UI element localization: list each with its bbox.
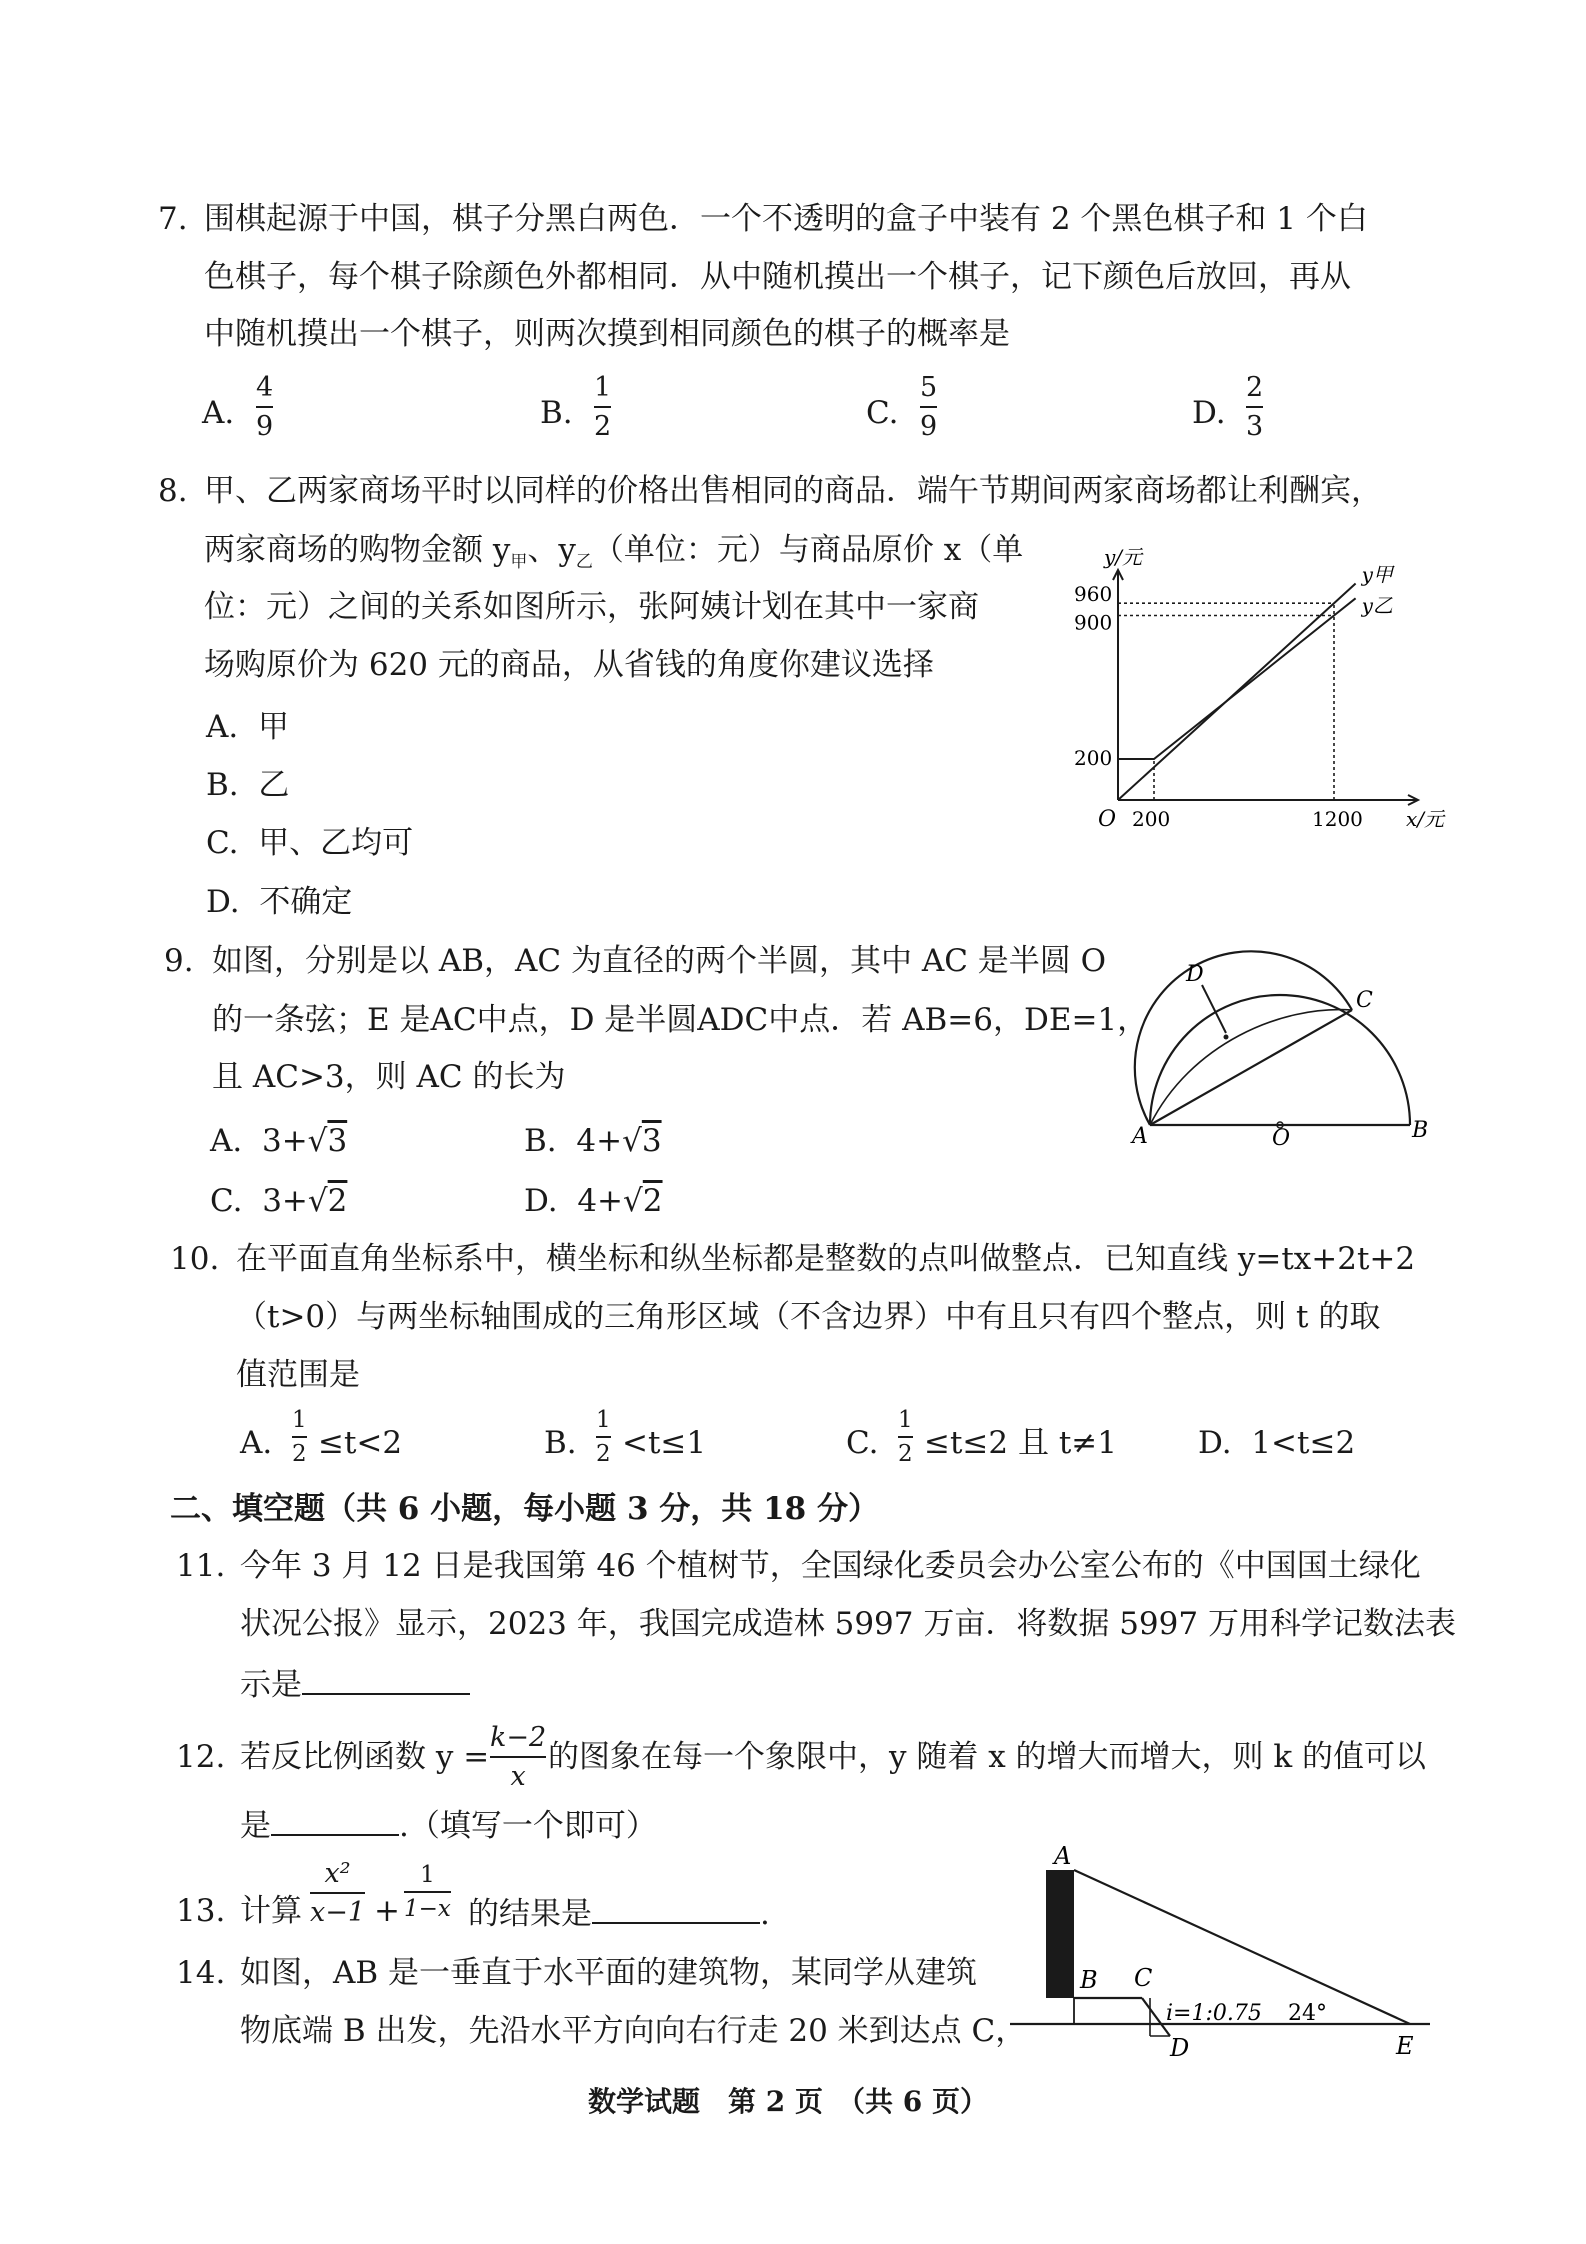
series-label-jia: y甲 — [1361, 562, 1393, 587]
label-b: B — [1080, 1966, 1098, 1994]
q11-line2: 状况公报》显示，2023 年，我国完成造林 5997 万亩．将数据 5997 万用科学记数法表 — [240, 1606, 1456, 1642]
q9-line3: 且 AC>3，则 AC 的长为 — [212, 1059, 566, 1095]
q10-option-c-label: C. — [846, 1425, 879, 1461]
q10-line1: 在平面直角坐标系中，横坐标和纵坐标都是整数的点叫做整点．已知直线 y=tx+2t+2 — [236, 1241, 1416, 1277]
q7-option-a-label: A. — [202, 395, 235, 431]
label-c: C — [1134, 1964, 1153, 1992]
label-a: A — [1054, 1842, 1072, 1870]
point-e — [1224, 1035, 1229, 1040]
q12-fraction: k−2 x — [490, 1722, 547, 1793]
q13-fraction-1: x² x−1 — [310, 1858, 366, 1929]
q7-number: 7. — [158, 201, 188, 237]
q9-line2: 的一条弦；E 是AC中点，D 是半圆ADC中点．若 AB=6，DE=1， — [212, 1002, 1149, 1038]
q13-pre: 计算 — [240, 1893, 302, 1929]
building-ab — [1046, 1870, 1074, 1998]
q7-option-c-fraction: 5 9 — [920, 372, 938, 443]
q12-pre: 若反比例函数 y = — [240, 1739, 490, 1775]
y-tick-960: 960 — [1074, 582, 1113, 607]
q7-line3: 中随机摸出一个棋子，则两次摸到相同颜色的棋子的概率是 — [204, 316, 1010, 352]
q10-option-d: D. 1<t≤2 — [1198, 1425, 1356, 1461]
label-d: D — [1170, 2034, 1190, 2062]
y-tick-900: 900 — [1074, 610, 1113, 635]
q10-number: 10. — [170, 1241, 220, 1277]
label-o: O — [1272, 1126, 1291, 1151]
q11-number: 11. — [176, 1548, 226, 1584]
q8-line-chart — [1060, 545, 1445, 840]
q9-semicircle-figure — [1130, 945, 1430, 1151]
q7-option-b-fraction: 1 2 — [594, 372, 612, 443]
q8-option-c: C. 甲、乙均可 — [206, 825, 414, 861]
q11-line3: 示是 — [240, 1667, 470, 1701]
q9-option-c: C. 3+√2 — [210, 1183, 348, 1219]
q10-option-a-fraction: 1 2 — [292, 1407, 307, 1468]
q13-post: 的结果是 . — [468, 1896, 770, 1932]
q9-option-b: B. 4+√3 — [524, 1123, 662, 1159]
series-line-yi — [1118, 598, 1356, 759]
q7-option-d-fraction: 2 3 — [1246, 372, 1264, 443]
label-a: A — [1132, 1124, 1148, 1149]
q7-option-c-label: C. — [866, 395, 899, 431]
q8-option-d: D. 不确定 — [206, 884, 353, 920]
q14-line1: 如图，AB 是一垂直于水平面的建筑物，某同学从建筑 — [240, 1955, 978, 1991]
q14-number: 14. — [176, 1955, 226, 1991]
q7-line1: 围棋起源于中国，棋子分黑白两色．一个不透明的盒子中装有 2 个黑色棋子和 1 个白 — [204, 201, 1368, 237]
q7-option-d-label: D. — [1192, 395, 1226, 431]
x-tick-200: 200 — [1132, 807, 1171, 831]
q8-line3: 位：元）之间的关系如图所示，张阿姨计划在其中一家商 — [204, 589, 979, 625]
q10-option-b-rest: <t≤1 — [622, 1425, 707, 1461]
origin-label: O — [1098, 807, 1117, 832]
q10-option-c-fraction: 1 2 — [898, 1407, 913, 1468]
label-angle: 24° — [1288, 2001, 1327, 2026]
series-label-yi: y乙 — [1361, 593, 1393, 618]
q9-option-a: A. 3+√3 — [210, 1123, 348, 1159]
q9-number: 9. — [164, 943, 194, 979]
semicircle-adc — [1135, 951, 1352, 1125]
chart-lines — [1118, 584, 1356, 801]
y-tick-200: 200 — [1074, 746, 1113, 770]
q8-line4: 场购原价为 620 元的商品，从省钱的角度你建议选择 — [204, 647, 934, 683]
q10-option-a-label: A. — [240, 1425, 273, 1461]
label-c: C — [1356, 988, 1373, 1013]
q9-option-d: D. 4+√2 — [524, 1183, 663, 1219]
chord-ac — [1150, 1010, 1352, 1125]
q11-line1: 今年 3 月 12 日是我国第 46 个植树节，全国绿化委员会办公室公布的《中国国土绿化 — [240, 1548, 1421, 1584]
label-d: D — [1186, 962, 1204, 987]
q7-option-b-label: B. — [540, 395, 573, 431]
q14-line2: 物底端 B 出发，先沿水平方向向右行走 20 米到达点 C， — [240, 2013, 1027, 2049]
q8-number: 8. — [158, 473, 188, 509]
q12-number: 12. — [176, 1739, 226, 1775]
x-axis-label: x/元 — [1406, 807, 1445, 831]
section-2-heading: 二、填空题（共 6 小题，每小题 3 分，共 18 分） — [170, 1491, 880, 1527]
q10-option-a-rest: ≤t<2 — [318, 1425, 403, 1461]
q10-line2: （t>0）与两坐标轴围成的三角形区域（不含边界）中有且只有四个整点，则 t 的取 — [236, 1299, 1381, 1335]
q10-line3: 值范围是 — [236, 1357, 360, 1393]
q13-plus: + — [374, 1893, 400, 1929]
q13-number: 13. — [176, 1893, 226, 1929]
x-tick-1200: 1200 — [1312, 807, 1363, 831]
y-axis-label: y/元 — [1104, 545, 1143, 569]
q8-line1: 甲、乙两家商场平时以同样的价格出售相同的商品．端午节期间两家商场都让利酬宾， — [204, 473, 1382, 509]
q12-line2: 是 .（填写一个即可） — [240, 1808, 657, 1844]
q10-option-c-rest: ≤t≤2 且 t≠1 — [924, 1425, 1117, 1461]
q12-answer-blank[interactable] — [271, 1808, 399, 1836]
q7-option-a-fraction: 4 9 — [256, 372, 274, 443]
label-b: B — [1412, 1118, 1429, 1143]
q12-post: 的图象在每一个象限中，y 随着 x 的增大而增大，则 k 的值可以 — [548, 1739, 1427, 1775]
q8-option-b: B. 乙 — [206, 767, 290, 803]
q13-fraction-2: 1 1−x — [404, 1862, 451, 1923]
page-footer: 数学试题 第 2 页 （共 6 页） — [588, 2085, 988, 2118]
q10-option-b-label: B. — [544, 1425, 577, 1461]
q8-option-a: A. 甲 — [206, 709, 289, 745]
q10-option-b-fraction: 1 2 — [596, 1407, 611, 1468]
q11-answer-blank[interactable] — [302, 1667, 470, 1695]
q9-line1: 如图，分别是以 AB，AC 为直径的两个半圆，其中 AC 是半圆 O — [212, 943, 1107, 979]
semicircle-ab — [1150, 995, 1410, 1125]
q13-answer-blank[interactable] — [592, 1896, 760, 1924]
label-slope: i=1:0.75 — [1166, 2001, 1262, 2026]
q14-building-figure — [1010, 1842, 1440, 2062]
q8-line2: 两家商场的购物金额 $y_甲$、$y_乙$（单位：元）与商品原价 x（单 — [204, 532, 1024, 573]
label-e: E — [1396, 2032, 1414, 2060]
q7-line2: 色棋子，每个棋子除颜色外都相同．从中随机摸出一个棋子，记下颜色后放回，再从 — [204, 259, 1351, 295]
